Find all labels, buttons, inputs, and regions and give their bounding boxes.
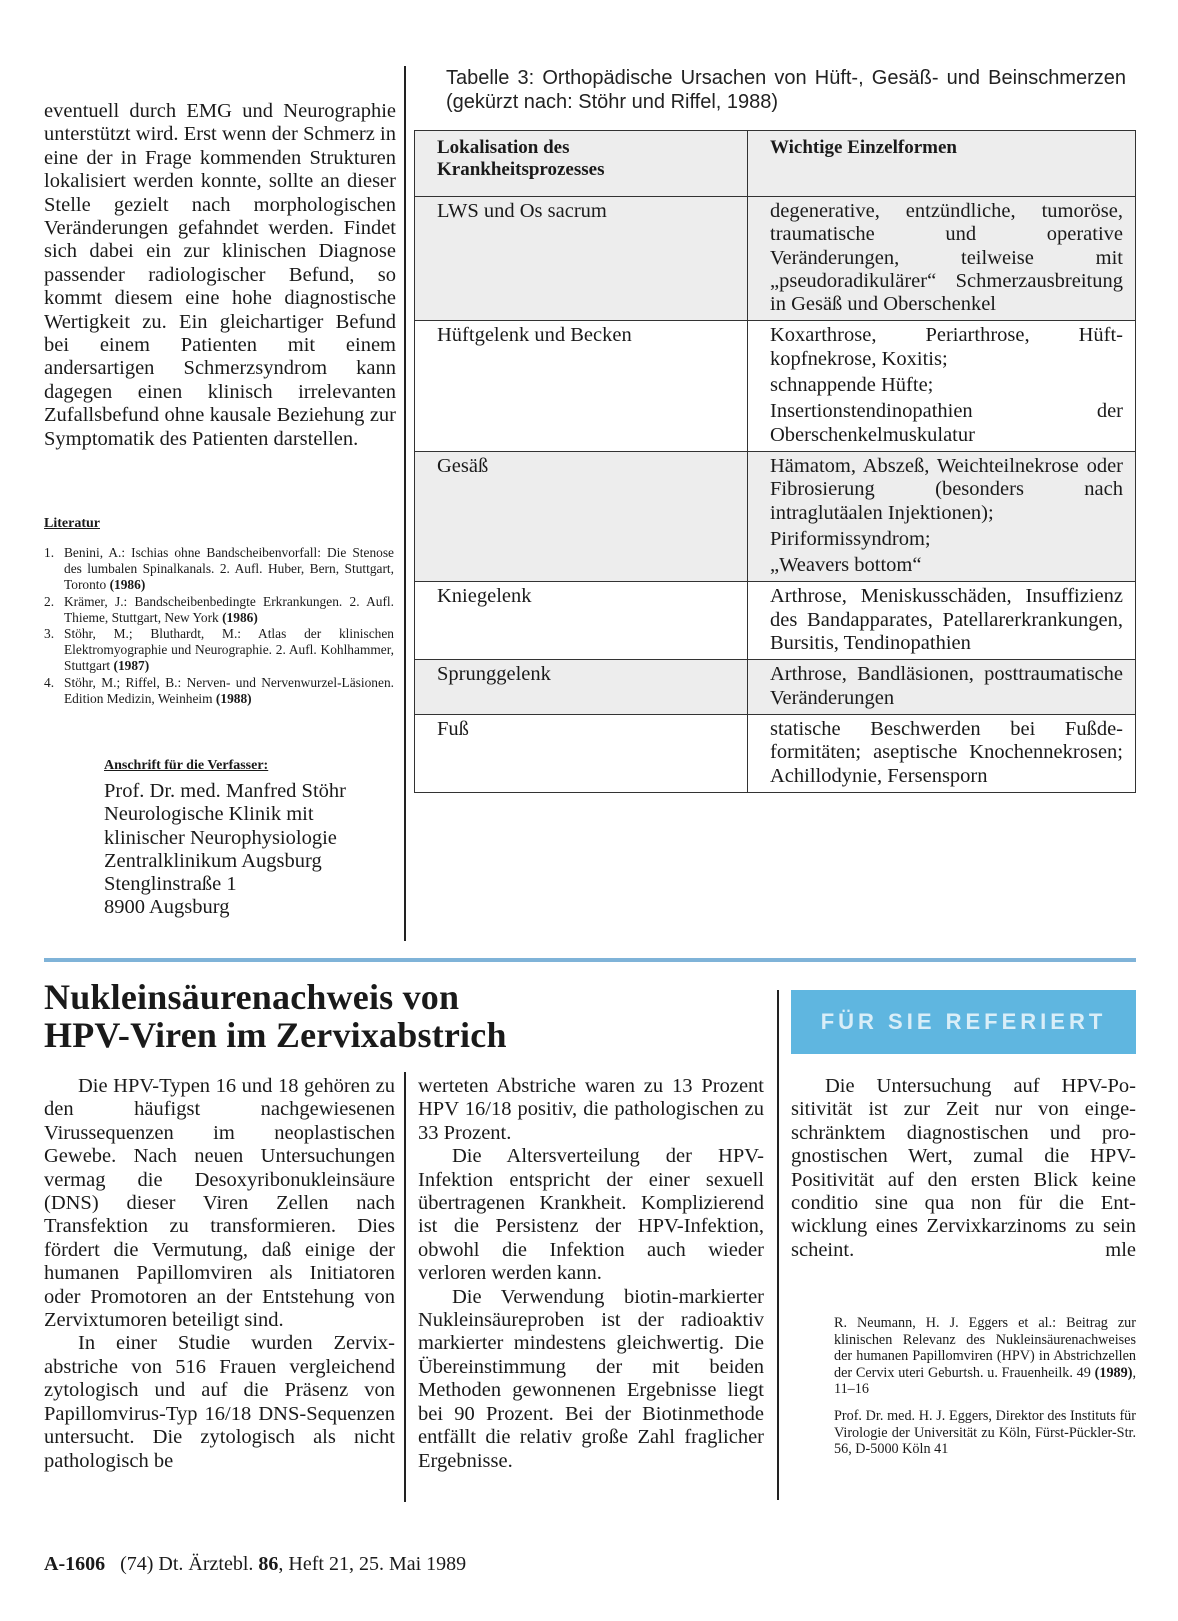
literature-heading: Literatur [44,516,100,531]
table-cell-forms: statische Beschwerden bei Fußdeformitäten; aseptische Knochennekrosen; Achillodynie, Fersensporn [748,714,1136,792]
article-paragraph: Die HPV-Typen 16 und 18 gehören zu den häufigst nachgewiesenen Virussequenzen im neoplastischen Gewebe. Nach neuen Untersuchungen vermag die Desoxyribonukleinsäure (DNS) dieser Viren Zellen nach Transfektion zu transformieren. Dies fördert die Vermutung, daß einige der humanen Papillomviren als Initiatoren oder Promotoren an der Entstehung von Zervixtumoren beteiligt sind. [44,1075,395,1332]
orthopedic-causes-table [414,130,1136,793]
headline-line: Nukleinsäurenachweis von [44,977,460,1017]
section-banner [791,990,1136,1054]
reference-citation: R. Neumann, H. J. Eggers et al.: Beitrag zur klinischen Relevanz des Nukleinsäurenachweises der humanen Papillomviren (HPV) in Abstrichzellen der Cervix uteri Geburtsh. u. Frauenheilk. 49 (1989), 11–16 [834,1315,1136,1398]
table-row [415,660,1136,715]
table-row [415,321,1136,451]
article-paragraph: Die Verwendung biotin-markierter Nukleinsäureproben ist der radioaktiv markierter mindestens gleichwertig. Die Übereinstimmung der mit beiden Methoden gewonnenen Ergebnisse liegt bei 90 Prozent. Bei der Biotinmethode entfällt die relativ große Zahl fraglicher Ergebnisse. [418,1285,764,1472]
article-column-3 [791,1075,1136,1262]
address-line: Neurologische Klinik mit [104,803,314,826]
literature-list [44,545,394,707]
table-cell-forms: Hämatom, Abszeß, Weichteilnekrose oder Fibrosierung (besonders nach intraglutäalen Injektionen); Piriformissyndrom; „Weavers bottom“ [748,451,1136,581]
article-paragraph: Die Untersuchung auf HPV-Positivität ist zur Zeit nur von eingeschränktem diagnostischen und prognostischen Wert, zumal die HPV-Positivität auf den ersten Blick keine conditio sine qua non für die Entwicklung eines Zervixkarzinoms zu sein scheint. mle [791,1075,1136,1261]
table-cell-forms: Arthrose, Meniskusschäden, Insuffizienz des Bandapparates, Patellarerkrankungen, Bursitis, Tendinopathien [748,582,1136,660]
table-cell-localisation: Sprunggelenk [415,660,748,715]
column-rule [777,990,779,1500]
article-headline [44,978,764,1054]
table-row [415,714,1136,792]
address-heading: Anschrift für die Verfasser: [104,758,269,773]
section-separator [44,958,1136,962]
table-header-forms: Wichtige Einzelformen [748,131,1136,197]
table-row [415,451,1136,581]
page-number: A-1606 [44,1553,106,1575]
table-cell-localisation: LWS und Os sacrum [415,197,748,321]
column-rule [404,1072,406,1502]
reference-block [834,1315,1136,1468]
table-cell-localisation: Kniegelenk [415,582,748,660]
headline-line: HPV-Viren im Zervixabstrich [44,1015,507,1055]
left-column-text [44,100,396,451]
address-line: klinischer Neurophysiologie [104,826,337,849]
article-column-1 [44,1075,395,1473]
literature-item: 1. Benini, A.: Ischias ohne Bandscheibenvorfall: Die Stenose des lumbalen Spinalkanals. 2. Aufl. Huber, Bern, Stuttgart, Toronto (1986) [44,545,394,593]
address-line: 8900 Augsburg [104,896,230,919]
author-sign: mle [1105,1238,1136,1261]
literature-item: 2. Krämer, J.: Bandscheibenbedingte Erkrankungen. 2. Aufl. Thieme, Stuttgart, New York (1986) [44,593,394,625]
article-paragraph: werteten Abstriche waren zu 13 Prozent HPV 16/18 positiv, die pathologischen zu 33 Prozent. [418,1075,764,1144]
table-cell-forms: Arthrose, Bandläsionen, posttraumatische Veränderungen [748,660,1136,715]
article-column-2 [418,1075,764,1473]
address-line: Prof. Dr. med. Manfred Stöhr [104,780,346,802]
table-title: Tabelle 3: Orthopädische Ursachen von Hüft-, Gesäß- und Beinschmerzen (gekürzt nach: Stöhr und Riffel, 1988) [446,67,1126,113]
table-row [415,582,1136,660]
banner-label: FÜR SIE REFERIERT [820,1009,1107,1034]
table-cell-forms: Koxarthrose, Periarthrose, Hüftkopfnekrose, Koxitis; schnappende Hüfte; Insertionstendinopathien der Oberschenkelmuskulatur [748,321,1136,451]
literature-item: 3. Stöhr, M.; Bluthardt, M.: Atlas der klinischen Elektromyographie und Neurographie. 2. Aufl. Kohlhammer, Stuttgart (1987) [44,626,394,674]
address-line: Zentralklinikum Augsburg [104,849,322,872]
table-header-localisation: Lokalisation des Krankheitsprozesses [415,131,748,197]
page-footer: A-1606 (74) Dt. Ärztebl. 86, Heft 21, 25. Mai 1989 [44,1553,467,1575]
reference-author: Prof. Dr. med. H. J. Eggers, Direktor des Instituts für Virologie der Universität zu Köln, Fürst-Pückler-Str. 56, D-5000 Köln 41 [834,1407,1136,1458]
table-cell-forms: degenerative, entzündliche, tumoröse, traumatische und operative Veränderungen, teilweise mit „pseudoradikulärer“ Schmerzausbreitung in Gesäß und Oberschenkel [748,197,1136,321]
literature-item: 4. Stöhr, M.; Riffel, B.: Nerven- und Nervenwurzel-Läsionen. Edition Medizin, Weinheim (1988) [44,674,394,706]
left-column-paragraph: eventuell durch EMG und Neurographie unterstützt wird. Erst wenn der Schmerz in eine der in Frage kommenden Strukturen lokalisiert werden konnte, sollte an dieser Stelle gezielt nach morphologischen Veränderungen gefahndet werden. Findet sich dabei ein zur klinischen Diagnose passender radiologischer Befund, so kommt diesem eine hohe diagnostische Wertigkeit zu. Ein gleichartiger Befund bei einem Patienten mit einem andersartigen Schmerzsyndrom kann dagegen einen klinisch irrelevanten Zufallsbefund ohne kausale Beziehung zur Symptomatik des Patienten darstellen. [44,100,396,450]
table-cell-localisation: Fuß [415,714,748,792]
article-paragraph: Die Altersverteilung der HPV-Infektion entspricht der einer sexuell übertragenen Krankheit. Komplizierend ist die Persistenz der HPV-Infektion, obwohl die Infektion auch wieder verloren werden kann. [418,1145,764,1285]
author-address [104,780,346,920]
table-cell-localisation: Gesäß [415,451,748,581]
article-paragraph: In einer Studie wurden Zervixabstriche von 516 Frauen vergleichend zytologisch und auf die Präsenz von Papillomvirus-Typ 16/18 DNS-Sequenzen untersucht. Die zytologisch als nicht pathologisch be [44,1332,395,1472]
column-rule [404,66,406,941]
address-line: Stenglinstraße 1 [104,873,237,896]
table-row [415,197,1136,321]
table-cell-localisation: Hüftgelenk und Becken [415,321,748,451]
